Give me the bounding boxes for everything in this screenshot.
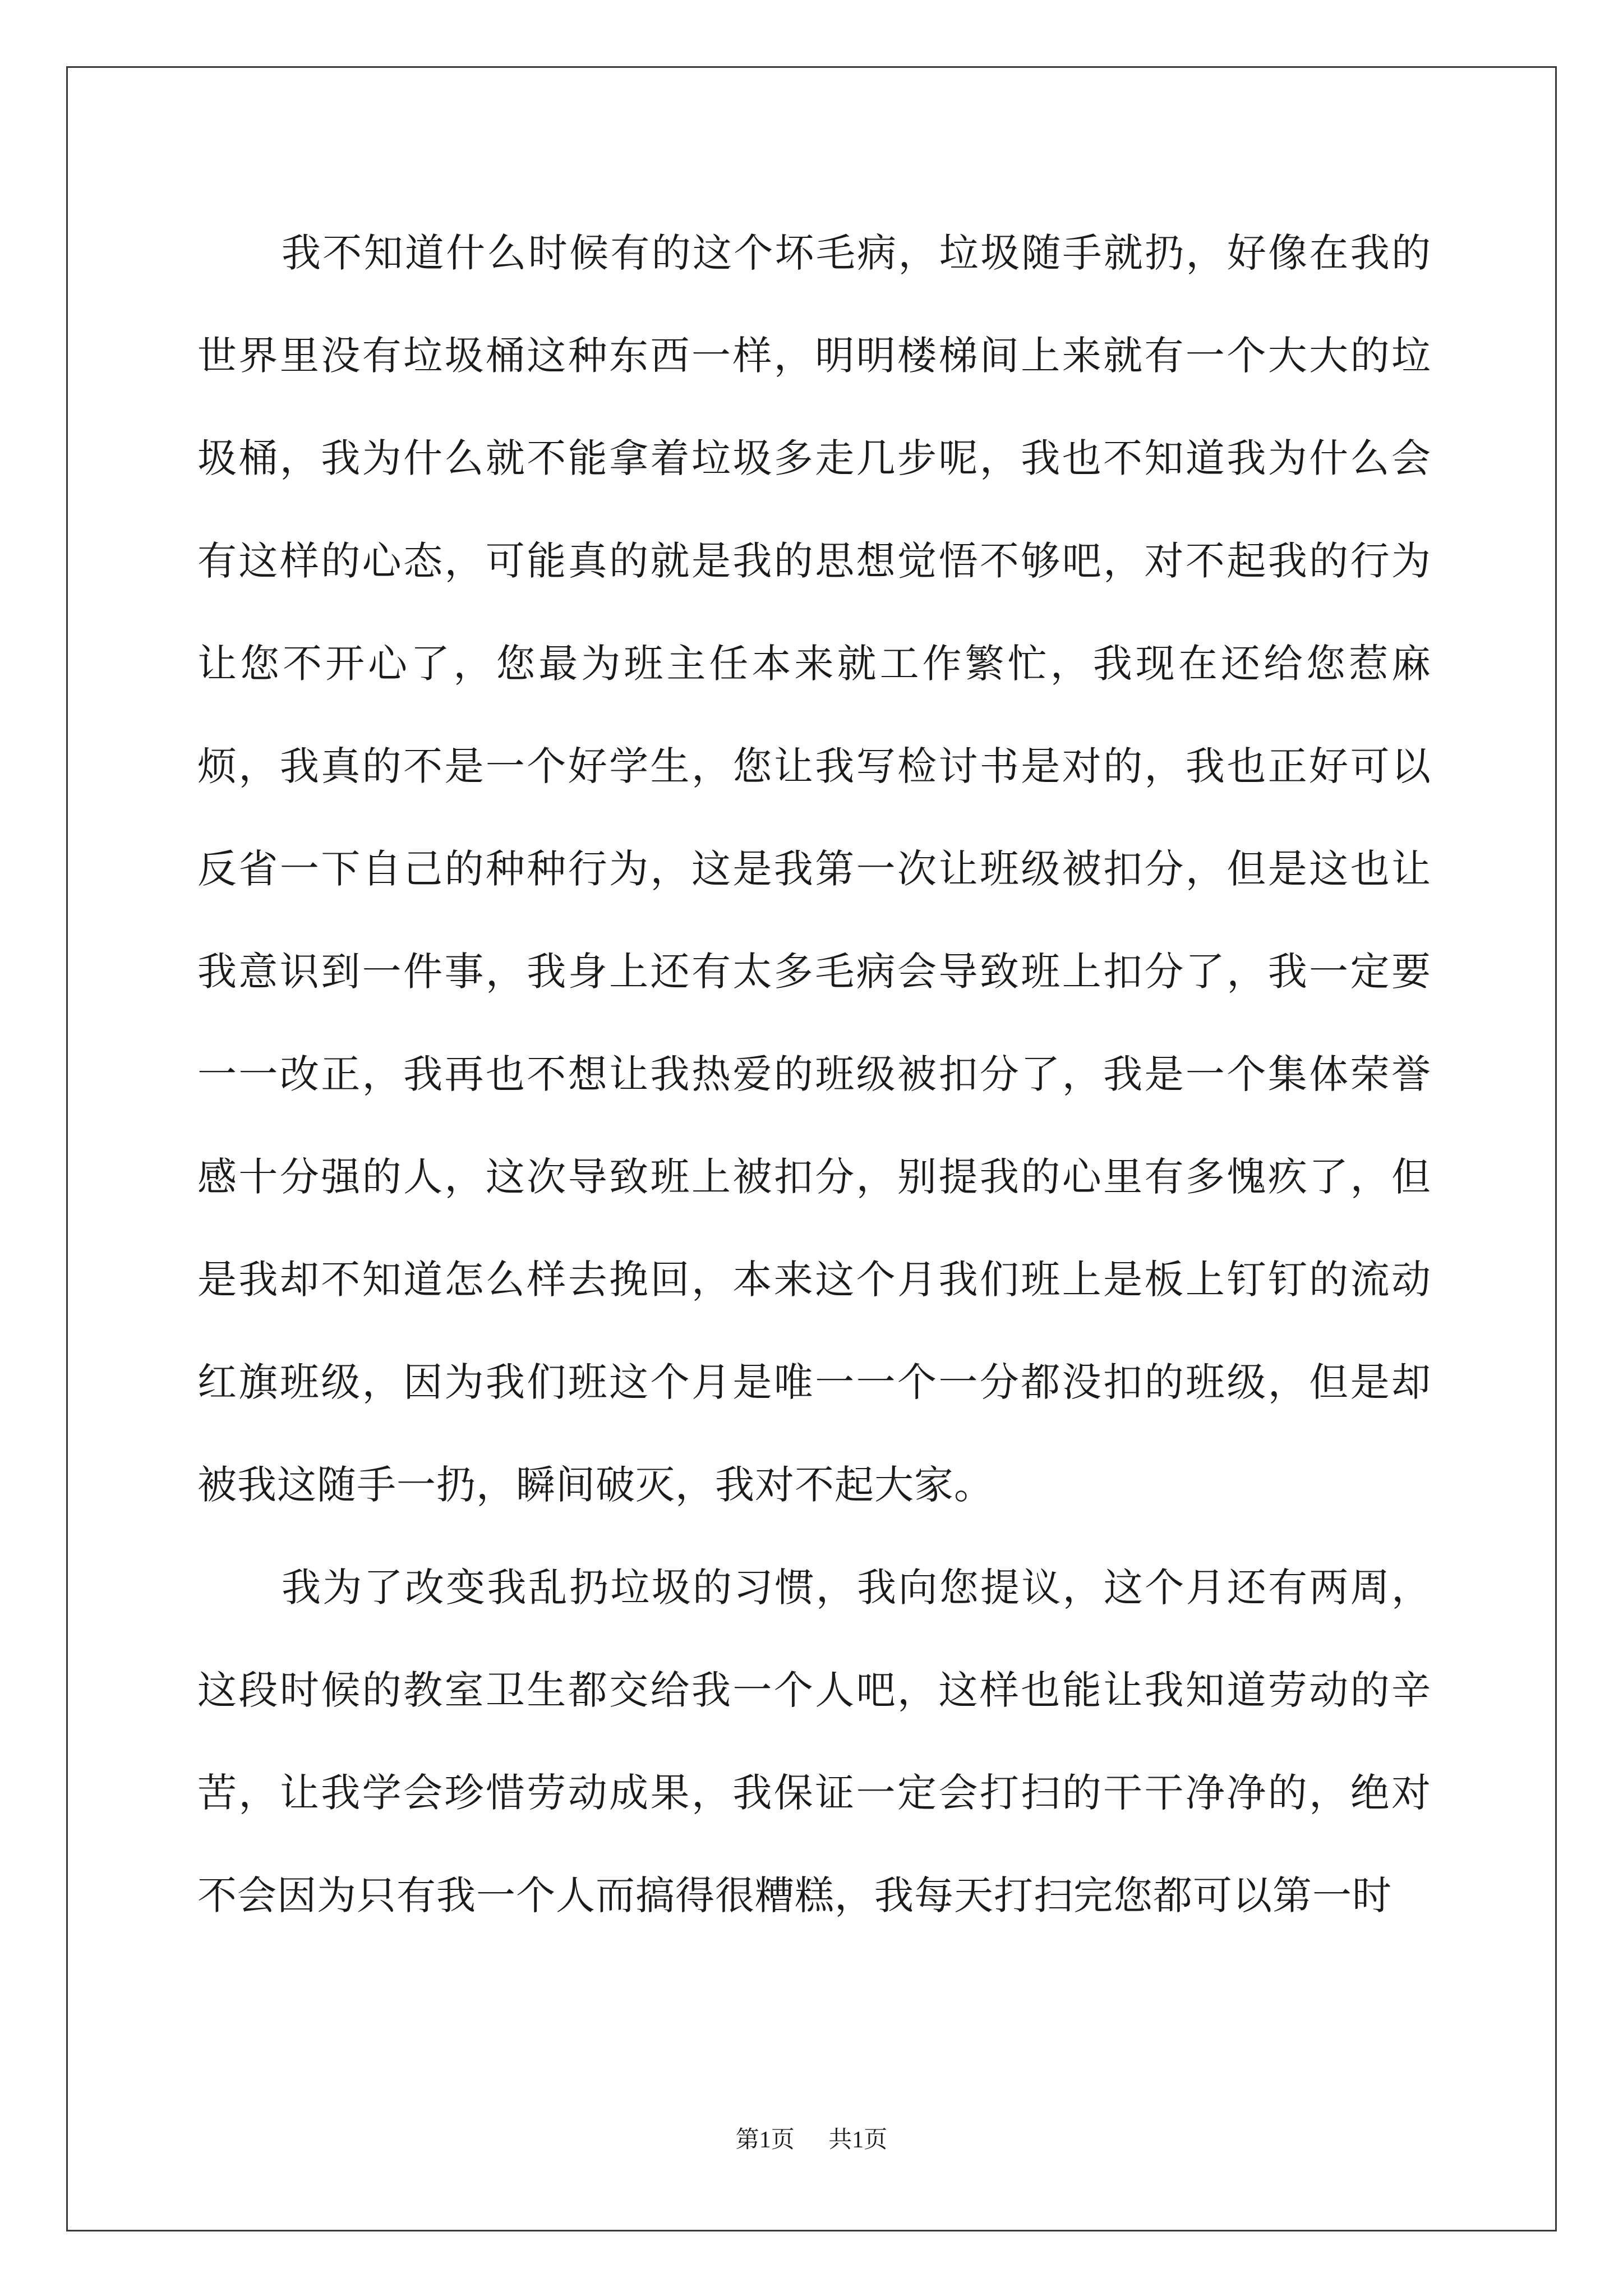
paragraph-2: 我为了改变我乱扔垃圾的习惯，我向您提议，这个月还有两周，这段时候的教室卫生都交给我一个人吧，这样也能让我知道劳动的辛苦，让我学会珍惜劳动成果，我保证一定会打扫的干干净净的，绝对不会因为只有我一个人而搞得很糟糕，我每天打扫完您都可以第一时 — [197, 1565, 1431, 1918]
page-number: 第1页 — [735, 2127, 795, 2153]
paragraph-1: 我不知道什么时候有的这个坏毛病，垃圾随手就扔，好像在我的世界里没有垃圾桶这种东西一样，明明楼梯间上来就有一个大大的垃圾桶，我为什么就不能拿着垃圾多走几步呢，我也不知道我为什么会有这样的心态，可能真的就是我的思想觉悟不够吧，对不起我的行为让您不开心了，您最为班主任本来就工作繁忙，我现在还给您惹麻烦，我真的不是一个好学生，您让我写检讨书是对的，我也正好可以反省一下自己的种种行为，这是我第一次让班级被扣分，但是这也让我意识到一件事，我身上还有太多毛病会导致班上扣分了，我一定要一一改正，我再也不想让我热爱的班级被扣分了，我是一个集体荣誉感十分强的人，这次导致班上被扣分，别提我的心里有多愧疚了，但是我却不知道怎么样去挽回，本来这个月我们班上是板上钉钉的流动红旗班级，因为我们班这个月是唯一一个一分都没扣的班级，但是却被我这随手一扔，瞬间破灭，我对不起大家。 — [197, 230, 1431, 1508]
page-total: 共1页 — [828, 2127, 888, 2153]
page-footer — [0, 2123, 1623, 2157]
document-body — [197, 202, 1431, 1947]
